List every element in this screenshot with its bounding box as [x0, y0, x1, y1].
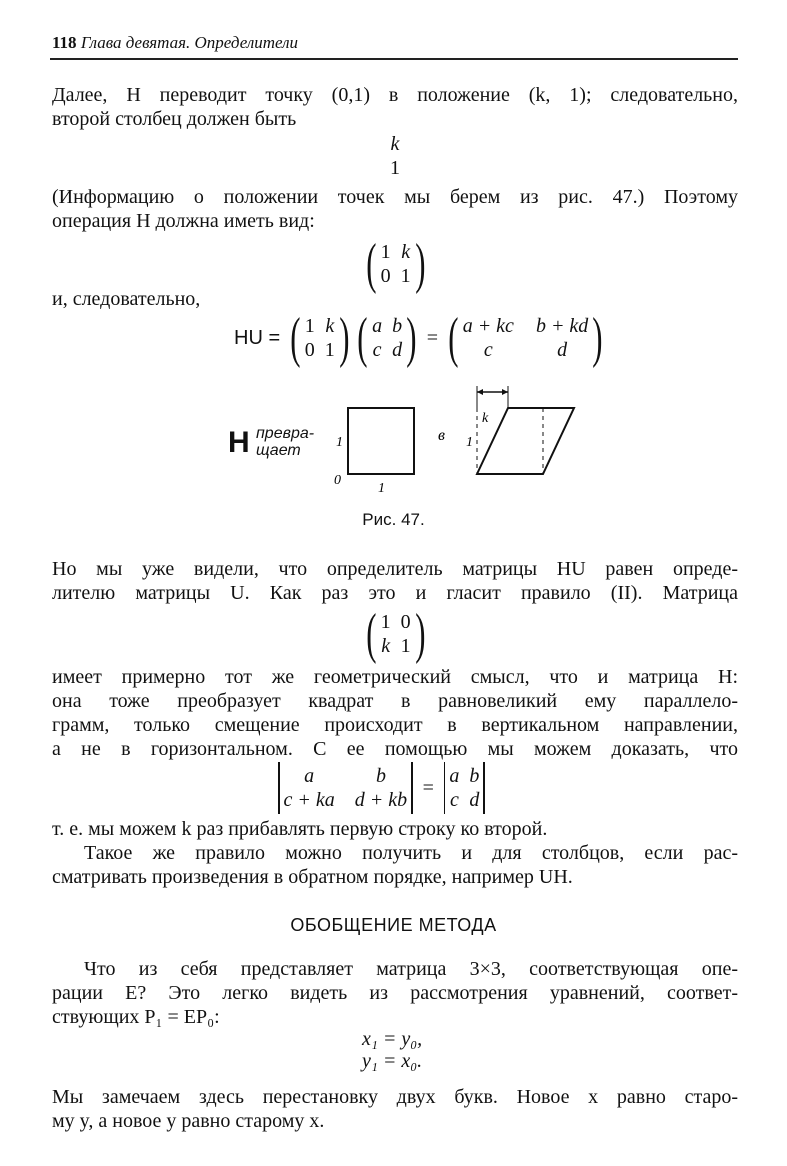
header-rule [50, 58, 738, 60]
matrix-h-cell: k [401, 241, 411, 263]
matrix-cell: c [483, 339, 493, 361]
arrowhead-right [502, 389, 508, 395]
det-cell: a [304, 765, 315, 787]
matrix-cell: d [392, 339, 403, 361]
para8-line3: ствующих P₁ = EP₀: [52, 1006, 220, 1028]
determinant-equation [274, 762, 489, 814]
section-heading: ОБОБЩЕНИЕ МЕТОДА [290, 915, 497, 935]
matrix-h-cell: 1 [380, 241, 391, 263]
square-origin-label: 0 [334, 473, 341, 488]
para8-line1: Что из себя представляет матрица 3×3, соответствующая опе- [84, 958, 738, 980]
matrix-cell: a + kc [462, 315, 514, 337]
det-cell: c + ka [283, 789, 335, 811]
equation-system [362, 1028, 422, 1072]
matrix-cell: b [392, 315, 403, 337]
para2-line2: операция H должна иметь вид: [52, 210, 315, 232]
matrix-l-cell: 0 [400, 611, 411, 633]
matrix-h: ( 1 k 0 1 ) [366, 233, 426, 295]
equals-sign: = [426, 326, 439, 349]
para1-line1: Далее, H переводит точку (0,1) в положение (k, 1); следовательно, [52, 84, 738, 106]
matrix-cell: 1 [304, 315, 315, 337]
arrowhead-left [477, 389, 483, 395]
figure-h-text-line: щает [256, 442, 301, 459]
para6: т. е. мы можем k раз прибавлять первую строку ко второй. [52, 818, 548, 840]
page-number: 118 [52, 33, 77, 52]
para7-line2: сматривать произведения в обратном порядке, например UH. [52, 866, 573, 888]
para4-line2: лителю матрицы U. Как раз это и гласит правило (II). Матрица [52, 582, 738, 604]
parallelogram-shape [477, 408, 574, 474]
matrix-cell: 1 [324, 339, 335, 361]
into-label: в [438, 427, 445, 444]
matrix-h-cell: 0 [380, 265, 391, 287]
para1-line2: второй столбец должен быть [52, 108, 297, 130]
para5-line4: а не в горизонтальном. С ее помощью мы можем доказать, что [52, 738, 738, 760]
para5-line2: она тоже преобразует квадрат в равновеликий ему параллело- [52, 690, 738, 712]
det-equals-sign: = [422, 776, 434, 799]
matrix-cell: a [372, 315, 383, 337]
para9-line2: му y, а новое y равно старому x. [52, 1110, 325, 1132]
matrix-l-cell: 1 [400, 635, 411, 657]
para5-line3: грамм, только смещение происходит в вертикальном направлении, [52, 714, 738, 736]
matrix-result [463, 314, 589, 362]
equation-lhs: HU = [234, 326, 281, 349]
para3: и, следовательно, [52, 288, 201, 310]
parallelogram-side-label: 1 [466, 435, 473, 450]
det-cell: c [449, 789, 459, 811]
det-cell: b [375, 765, 386, 787]
running-header [52, 33, 298, 53]
matrix-cell: d [557, 339, 568, 361]
matrix-l-cell: 1 [380, 611, 391, 633]
figure-47-diagram [320, 380, 580, 500]
figure-h-text-line: превра- [256, 425, 315, 442]
matrix-l-cell: k [381, 635, 391, 657]
system-line: x₁ = y₀, [362, 1028, 423, 1050]
det-cell: d [469, 789, 480, 811]
matrix-cell: b + kd [535, 315, 589, 337]
column-vector [385, 132, 405, 180]
column-vector-top: k [390, 133, 400, 155]
matrix-cell: 0 [304, 339, 315, 361]
para9-line1: Мы замечаем здесь перестановку двух букв. Новое x равно старо- [52, 1086, 738, 1108]
equation-hu: HU = ( 1 k 0 1 ) ( a b c d ) = ( a + kc b + kd c d ) [234, 307, 603, 369]
figure-caption: Рис. 47. [362, 510, 425, 529]
matrix-h2 [305, 314, 335, 362]
matrix-cell: k [325, 315, 335, 337]
chapter-title: Глава девятая. Определители [80, 33, 299, 52]
det-cell: b [469, 765, 480, 787]
para7-line1: Такое же правило можно получить и для столбцов, если рас- [84, 842, 738, 864]
square-shape [348, 408, 414, 474]
para8-line2: рации E? Это легко видеть из рассмотрения уравнений, соответ- [52, 982, 738, 1004]
para5-line1: имеет примерно тот же геометрический смысл, что и матрица H: [52, 666, 738, 688]
determinant-right [449, 764, 479, 812]
det-cell: d + kb [354, 789, 408, 811]
figure-h-label: H [228, 426, 250, 459]
para4-line1: Но мы уже видели, что определитель матрицы HU равен опреде- [52, 558, 738, 580]
shift-label: k [482, 411, 489, 426]
para2-line1: (Информацию о положении точек мы берем из рис. 47.) Поэтому [52, 186, 738, 208]
column-vector-bottom: 1 [390, 157, 400, 179]
square-side-label: 1 [336, 435, 343, 450]
matrix-u [372, 314, 402, 362]
system-line: y₁ = x₀. [362, 1050, 423, 1072]
matrix-cell: c [372, 339, 382, 361]
figure-h-text [256, 425, 314, 459]
matrix-h-cell: 1 [400, 265, 411, 287]
matrix-l: ( 1 0 k 1 ) [366, 603, 426, 665]
det-cell: a [449, 765, 460, 787]
square-bottom-label: 1 [378, 481, 385, 496]
determinant-left [284, 764, 408, 812]
